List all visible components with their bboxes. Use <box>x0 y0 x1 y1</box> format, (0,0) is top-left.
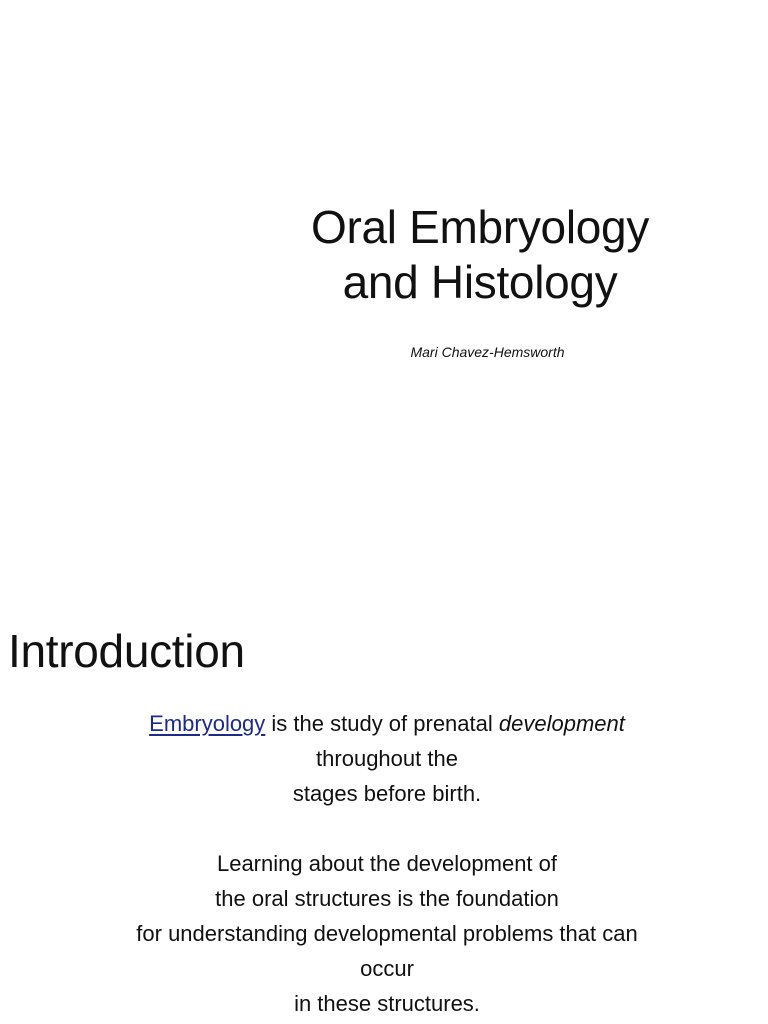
slide-heading: Introduction <box>8 625 245 677</box>
paragraph-2-line-3: for understanding developmental problems that can <box>136 921 638 946</box>
paragraph-2-line-1: Learning about the development of <box>216 851 558 876</box>
introduction-slide <box>0 576 768 1024</box>
paragraph-2-line-5: in these structures. <box>294 991 480 1016</box>
slide-body <box>40 706 734 1021</box>
paragraph-1-line-3: stages before birth. <box>292 781 482 806</box>
development-emphasis: development <box>498 711 625 736</box>
paragraph-1-line-2: throughout the <box>316 746 458 771</box>
embryology-link[interactable]: Embryology <box>149 711 266 736</box>
author-name: Mari Chavez-Hemsworth <box>410 344 565 360</box>
paragraph-gap <box>40 811 734 846</box>
paragraph-1-text: is the study of prenatal <box>265 711 499 736</box>
presentation-title <box>300 200 660 310</box>
paragraph-2-line-4: occur <box>360 956 414 981</box>
title-line-1: Oral Embryology <box>310 201 650 253</box>
title-line-2: and Histology <box>342 256 618 308</box>
paragraph-2-line-2: the oral structures is the foundation <box>215 886 559 911</box>
paragraph-1-line-1 <box>40 706 734 741</box>
